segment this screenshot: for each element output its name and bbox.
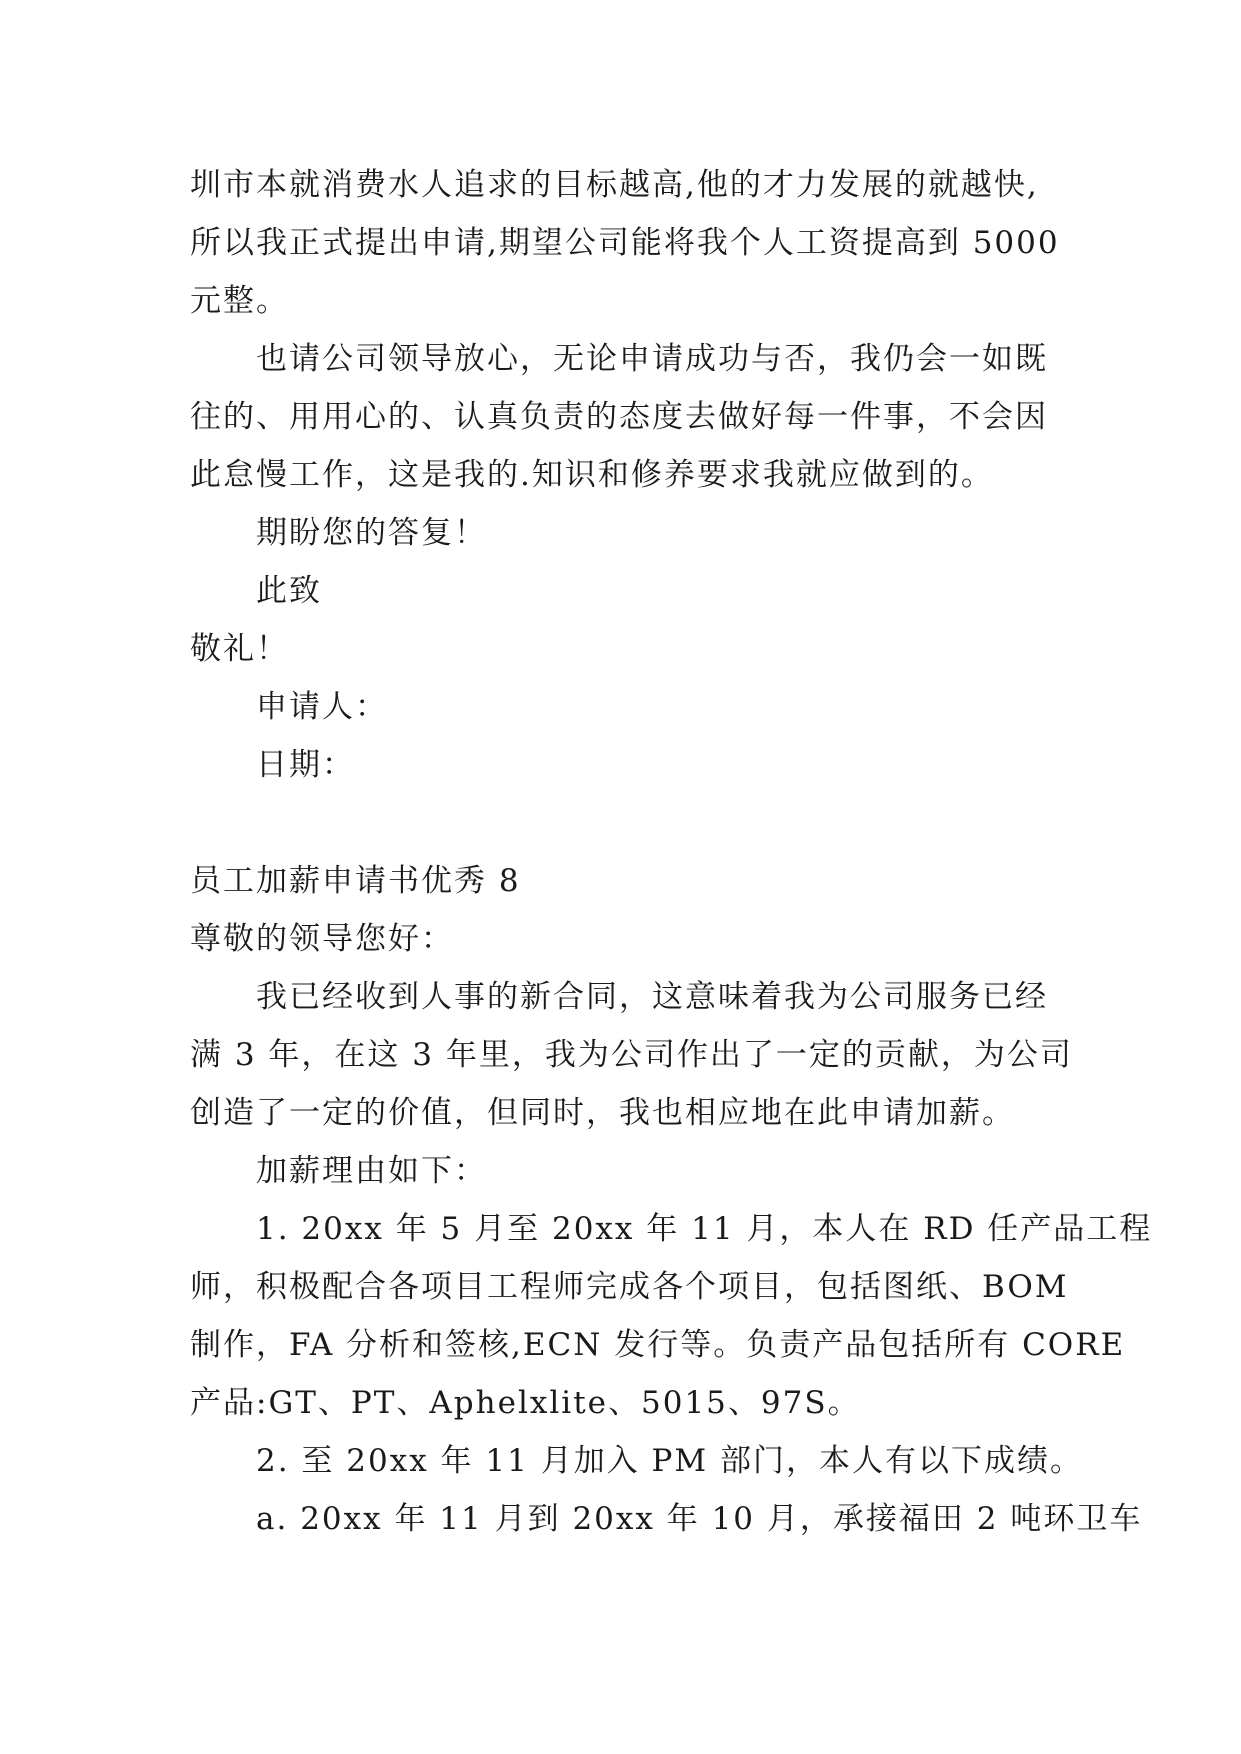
list-item-line: 师，积极配合各项目工程师完成各个项目，包括图纸、BOM xyxy=(190,1269,1069,1305)
paragraph-line: 元整。 xyxy=(190,283,289,319)
paragraph-line: 往的、用用心的、认真负责的态度去做好每一件事，不会因 xyxy=(190,399,1048,435)
paragraph-line: 圳市本就消费水人追求的目标越高,他的才力发展的就越快, xyxy=(190,167,1039,203)
list-item-line: 制作，FA 分析和签核,ECN 发行等。负责产品包括所有 CORE xyxy=(190,1327,1126,1363)
list-item-line: a. 20xx 年 11 月到 20xx 年 10 月，承接福田 2 吨环卫车 xyxy=(256,1501,1143,1537)
paragraph-line: 加薪理由如下： xyxy=(256,1153,487,1189)
paragraph-line: 此怠慢工作，这是我的.知识和修养要求我就应做到的。 xyxy=(190,457,994,493)
list-item-line: 1. 20xx 年 5 月至 20xx 年 11 月，本人在 RD 任产品工程 xyxy=(256,1211,1153,1247)
list-item-line: 产品:GT、PT、Aphelxlite、5015、97S。 xyxy=(190,1385,861,1421)
salutation: 尊敬的领导您好： xyxy=(190,921,454,957)
paragraph-line: 创造了一定的价值，但同时，我也相应地在此申请加薪。 xyxy=(190,1095,1015,1131)
closing-line: 敬礼！ xyxy=(190,631,289,667)
paragraph-line: 我已经收到人事的新合同，这意味着我为公司服务已经 xyxy=(256,979,1048,1015)
date-label: 日期： xyxy=(256,747,355,783)
paragraph-line: 所以我正式提出申请,期望公司能将我个人工资提高到 5000 xyxy=(190,225,1060,261)
list-item-line: 2. 至 20xx 年 11 月加入 PM 部门，本人有以下成绩。 xyxy=(256,1443,1084,1479)
closing-line: 此致 xyxy=(256,573,322,609)
paragraph-line: 满 3 年，在这 3 年里，我为公司作出了一定的贡献，为公司 xyxy=(190,1037,1073,1073)
section-title: 员工加薪申请书优秀 8 xyxy=(190,863,521,899)
closing-line: 期盼您的答复！ xyxy=(256,515,487,551)
paragraph-line: 也请公司领导放心，无论申请成功与否，我仍会一如既 xyxy=(256,341,1048,377)
signature-label: 申请人： xyxy=(256,689,388,725)
